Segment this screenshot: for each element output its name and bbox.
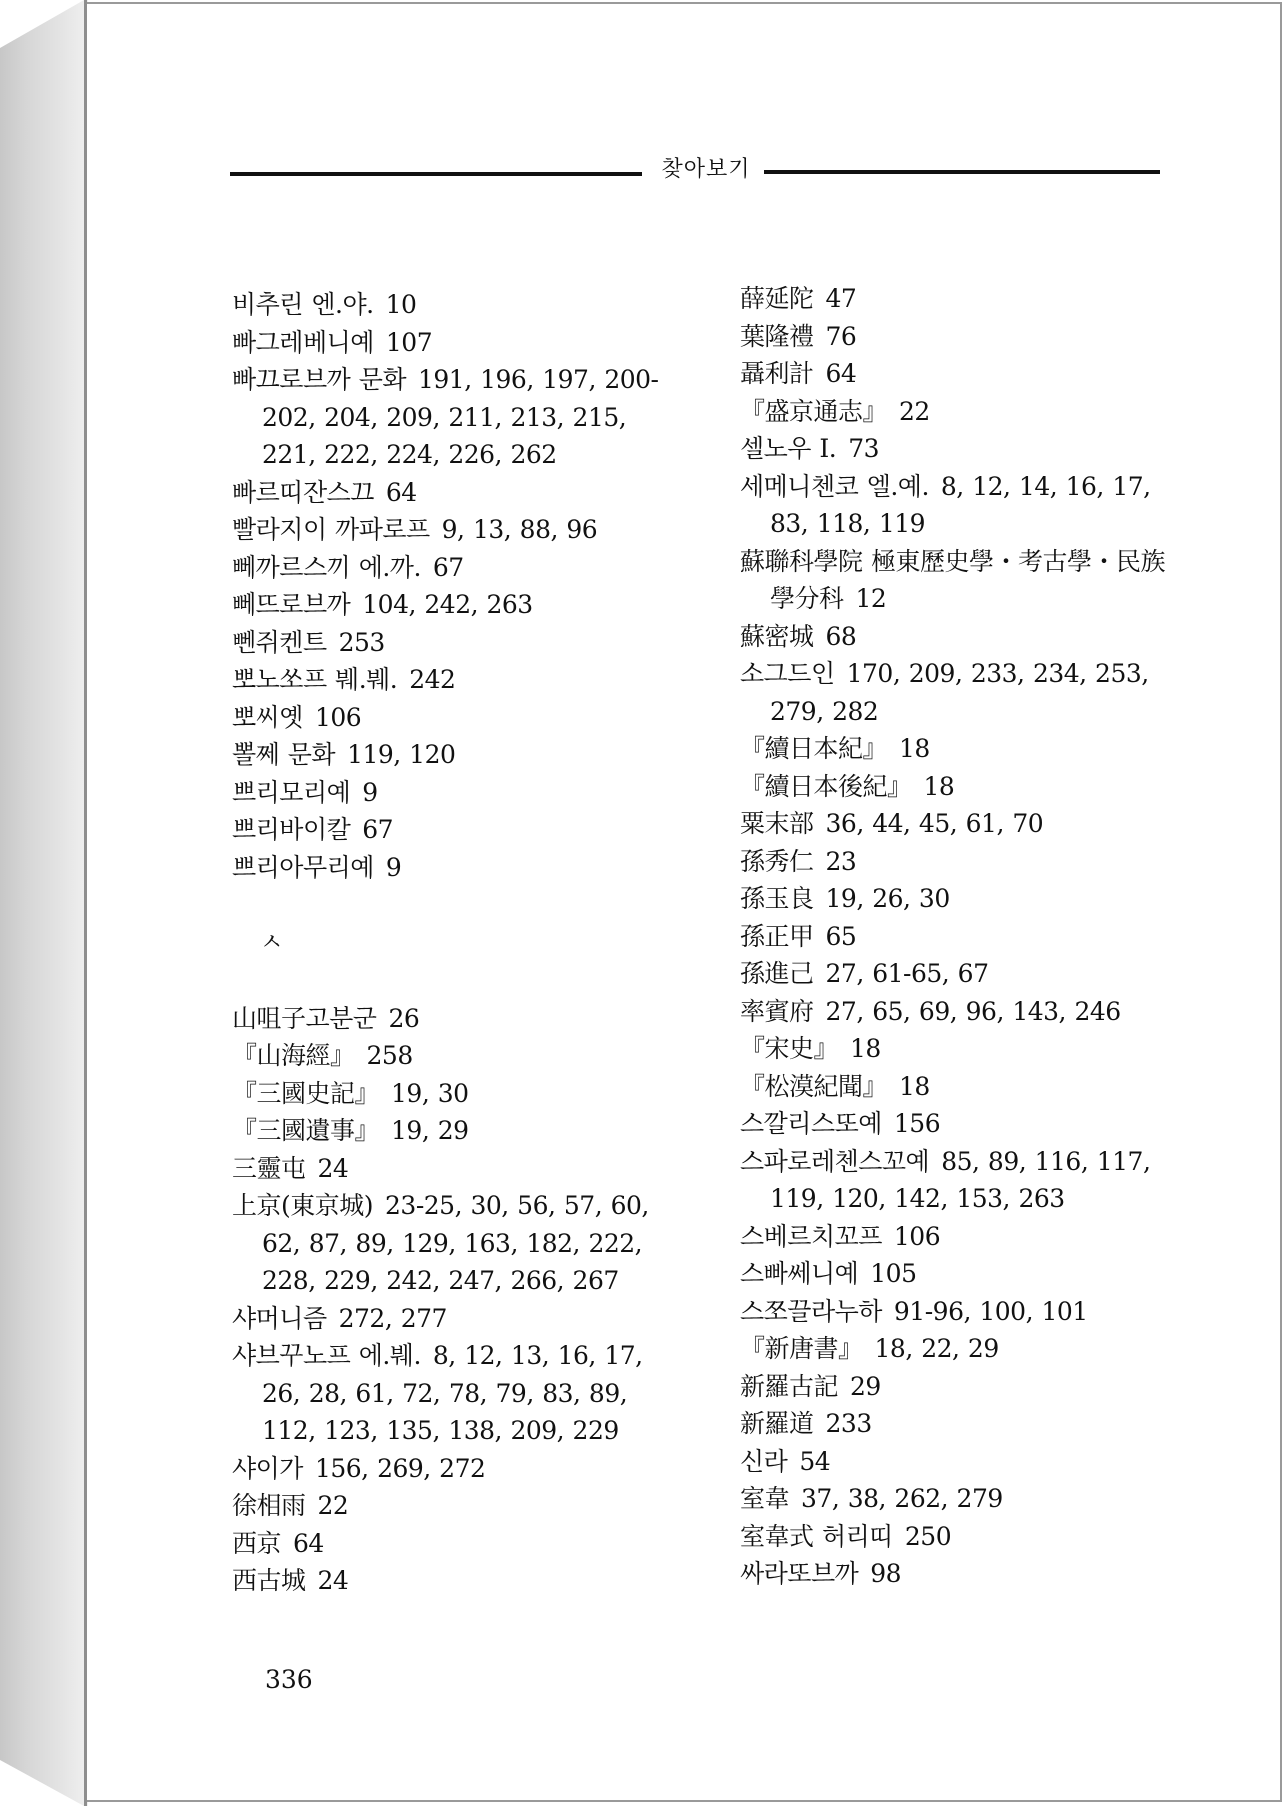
- index-term: 薛延陀: [740, 284, 814, 313]
- index-page-refs: 170, 209, 233, 234, 253, 279, 282: [770, 659, 1149, 726]
- index-entry: [232, 736, 672, 774]
- index-term: 率賓府: [740, 996, 814, 1026]
- index-page-refs: 18: [899, 1071, 930, 1101]
- index-entry: [740, 1405, 1180, 1443]
- index-entry: [740, 1518, 1180, 1556]
- index-term: 『新唐書』: [740, 1334, 863, 1363]
- index-page-refs: 68: [825, 621, 857, 651]
- index-entry: [232, 1562, 672, 1600]
- index-entry: [740, 1480, 1180, 1518]
- index-entry: [232, 586, 672, 624]
- index-entry: [740, 280, 1180, 318]
- index-page-refs: 64: [385, 477, 417, 507]
- index-page-refs: 18, 22, 29: [874, 1334, 999, 1363]
- index-page-refs: 233: [825, 1409, 872, 1438]
- index-page-refs: 91-96, 100, 101: [893, 1296, 1088, 1326]
- index-entry: [232, 849, 672, 887]
- index-term: 소그드인: [740, 659, 835, 688]
- index-term: 세메니첸코 엘.예.: [740, 471, 929, 501]
- index-page-refs: 19, 29: [391, 1116, 469, 1145]
- index-term: 뽀노쏘프 붸.붸.: [232, 665, 398, 694]
- index-entry: [740, 1030, 1180, 1068]
- index-term: 室韋: [740, 1484, 790, 1513]
- index-entry: [232, 1487, 672, 1525]
- index-term: 『宋史』: [740, 1034, 839, 1063]
- index-entry: [740, 1218, 1180, 1256]
- index-term: 빠르띠잔스끄: [232, 477, 374, 507]
- index-page-refs: 104, 242, 263: [362, 590, 533, 619]
- index-entry: [232, 1000, 672, 1038]
- index-term: 蘇聯科學院 極東歷史學・考古學・民族學分科: [740, 546, 1165, 613]
- index-page-refs: 85, 89, 116, 117, 119, 120, 142, 153, 263: [770, 1146, 1151, 1213]
- index-page-refs: 27, 61-65, 67: [825, 959, 989, 988]
- header-rule-right: [764, 170, 1160, 174]
- index-term: 비추린 엔.야.: [232, 290, 374, 319]
- index-page-refs: 36, 44, 45, 61, 70: [825, 809, 1044, 838]
- index-entry: [232, 474, 672, 512]
- index-page-refs: 9, 13, 88, 96: [441, 515, 598, 544]
- index-entry: [232, 1075, 672, 1113]
- index-term: 孫秀仁: [740, 846, 814, 876]
- index-entry: [740, 1068, 1180, 1106]
- index-entry: [740, 430, 1180, 468]
- index-entry: [740, 730, 1180, 768]
- index-term: 뽈쩨 문화: [232, 740, 336, 769]
- index-term: 『三國遺事』: [232, 1116, 380, 1145]
- index-term: 新羅古記: [740, 1371, 839, 1401]
- index-page-refs: 65: [825, 921, 857, 951]
- index-page-refs: 47: [825, 284, 857, 313]
- index-term: 스파로레첸스꼬예: [740, 1146, 930, 1176]
- index-entry: [232, 1112, 672, 1150]
- index-entry: [740, 1368, 1180, 1406]
- index-term: 스깔리스또예: [740, 1109, 882, 1138]
- index-entry: [740, 918, 1180, 956]
- index-term: 孫玉良: [740, 884, 814, 913]
- index-page-refs: 18: [850, 1034, 881, 1063]
- index-page-refs: 23: [825, 846, 857, 876]
- index-term: 싸라또브까: [740, 1559, 859, 1588]
- index-entry: [740, 843, 1180, 881]
- header-rule-left: [230, 172, 642, 176]
- index-entry: [232, 1450, 672, 1488]
- index-term: 蘇密城: [740, 621, 814, 651]
- index-entry: [740, 318, 1180, 356]
- index-term: 『續日本後紀』: [740, 771, 912, 801]
- index-term: 셀노우 I.: [740, 434, 837, 463]
- index-term: 스빠쎄니예: [740, 1259, 859, 1288]
- index-page-refs: 67: [432, 552, 464, 582]
- index-term: 『盛京通志』: [740, 396, 888, 426]
- index-entry: [740, 1555, 1180, 1593]
- index-page-refs: 98: [870, 1559, 902, 1588]
- index-page-refs: 67: [362, 815, 394, 844]
- page-number: 336: [265, 1665, 313, 1694]
- index-page-refs: 9: [385, 852, 402, 882]
- index-entry: [232, 811, 672, 849]
- running-header: [230, 150, 1160, 186]
- index-term: 쁘리아무리예: [232, 852, 374, 882]
- index-term: 新羅道: [740, 1409, 814, 1438]
- index-entry: [232, 661, 672, 699]
- index-entry: [740, 1330, 1180, 1368]
- index-page-refs: 156: [893, 1109, 941, 1138]
- index-page-refs: 106: [314, 702, 362, 732]
- index-page-refs: 24: [317, 1153, 349, 1183]
- index-entry: [232, 1037, 672, 1075]
- index-page-refs: 27, 65, 69, 96, 143, 246: [825, 996, 1121, 1026]
- index-term: 뻬까르스끼 에.까.: [232, 552, 421, 582]
- index-entry: [232, 324, 672, 362]
- index-entry: [232, 361, 672, 474]
- index-entry: [740, 955, 1180, 993]
- index-entry: [232, 624, 672, 662]
- index-page-refs: 19, 30: [391, 1078, 469, 1108]
- index-term: 쁘리모리예: [232, 777, 351, 807]
- index-entry: [232, 511, 672, 549]
- index-page-refs: 9: [362, 777, 378, 807]
- index-group-left-b: [232, 1000, 672, 1600]
- index-entry: [740, 1143, 1180, 1218]
- index-page-refs: 272, 277: [338, 1303, 447, 1333]
- header-title: 찾아보기: [661, 157, 751, 182]
- index-term: 粟末部: [740, 809, 814, 838]
- index-term: 뽀씨옛: [232, 702, 303, 732]
- index-entry: [740, 618, 1180, 656]
- index-entry: [232, 549, 672, 587]
- index-entry: [740, 355, 1180, 393]
- index-entry: [740, 1255, 1180, 1293]
- index-term: 山咀子고분군: [232, 1003, 377, 1033]
- index-page-refs: 37, 38, 262, 279: [801, 1484, 1003, 1513]
- index-page-refs: 191, 196, 197, 200-202, 204, 209, 211, 213, 215, 221, 222, 224, 226, 262: [262, 365, 659, 469]
- index-entry: [740, 468, 1180, 543]
- index-term: 西京: [232, 1528, 282, 1558]
- index-entry: [232, 699, 672, 737]
- index-entry: [740, 1293, 1180, 1331]
- index-term: 『松漠紀聞』: [740, 1071, 888, 1101]
- index-page-refs: 18: [899, 734, 930, 763]
- index-page-refs: 22: [317, 1491, 349, 1520]
- index-page-refs: 105: [870, 1259, 917, 1288]
- index-term: 샤브꾸노프 에.붸.: [232, 1341, 421, 1370]
- book-spine-side: [0, 0, 88, 1806]
- index-entry: [740, 543, 1180, 618]
- index-term: 뻰쥐켄트: [232, 627, 327, 657]
- index-page-refs: 258: [366, 1041, 413, 1070]
- index-term: 徐相雨: [232, 1491, 306, 1520]
- index-page-refs: 19, 26, 30: [825, 884, 950, 913]
- index-term: 聶利計: [740, 359, 814, 388]
- index-term: 뻬뜨로브까: [232, 590, 351, 619]
- index-page-refs: 8, 12, 13, 16, 17, 26, 28, 61, 72, 78, 79, 83, 89, 112, 123, 135, 138, 209, 229: [262, 1341, 643, 1445]
- index-term: 葉隆禮: [740, 321, 814, 351]
- index-term: 孫正甲: [740, 921, 814, 951]
- index-term: 『山海經』: [232, 1041, 355, 1070]
- index-page-refs: 119, 120: [347, 740, 456, 769]
- index-page-refs: 106: [893, 1221, 941, 1251]
- index-term: 『續日本紀』: [740, 734, 888, 763]
- index-entry: [232, 1187, 672, 1300]
- index-entry: [740, 768, 1180, 806]
- index-page-refs: 242: [409, 665, 456, 694]
- index-entry: [232, 1525, 672, 1563]
- index-group-left-a: [232, 286, 672, 886]
- index-entry: [232, 774, 672, 812]
- index-entry: [232, 1337, 672, 1450]
- index-entry: [740, 1105, 1180, 1143]
- index-term: 室韋式 허리띠: [740, 1521, 893, 1551]
- index-term: 샤이가: [232, 1453, 303, 1483]
- index-entry: [232, 286, 672, 324]
- index-term: 신라: [740, 1446, 788, 1476]
- index-page-refs: 156, 269, 272: [314, 1453, 486, 1483]
- index-page-refs: 76: [825, 321, 857, 351]
- section-letter: ㅅ: [260, 928, 283, 956]
- index-page-refs: 24: [317, 1566, 349, 1595]
- index-page-refs: 250: [904, 1521, 952, 1551]
- index-page-refs: 12: [855, 584, 887, 613]
- index-entry: [232, 1300, 672, 1338]
- index-term: 빨라지이 까파로프: [232, 515, 430, 544]
- index-page-refs: 107: [385, 327, 433, 357]
- index-page-refs: 8, 12, 14, 16, 17, 83, 118, 119: [770, 471, 1151, 538]
- index-column-right: [740, 280, 1180, 1593]
- index-page-refs: 73: [848, 434, 880, 463]
- index-term: 孫進己: [740, 959, 814, 988]
- index-term: 三靈屯: [232, 1153, 306, 1183]
- index-page-refs: 10: [385, 290, 417, 319]
- index-page-refs: 26: [388, 1003, 420, 1033]
- index-page-refs: 64: [293, 1528, 324, 1558]
- index-column-left: [232, 286, 672, 1600]
- index-page-refs: 54: [799, 1446, 831, 1476]
- index-entry: [740, 393, 1180, 431]
- index-entry: [740, 1443, 1180, 1481]
- index-page-refs: 64: [825, 359, 857, 388]
- index-page-refs: 23-25, 30, 56, 57, 60, 62, 87, 89, 129, 163, 182, 222, 228, 229, 242, 247, 266, 267: [262, 1191, 649, 1295]
- index-term: 西古城: [232, 1566, 306, 1595]
- index-entry: [740, 880, 1180, 918]
- index-term: 빠끄로브까 문화: [232, 365, 406, 394]
- index-entry: [740, 805, 1180, 843]
- index-term: 스베르치꼬프: [740, 1221, 882, 1251]
- index-page-refs: 29: [850, 1371, 881, 1401]
- index-entry: [740, 993, 1180, 1031]
- index-page-refs: 22: [899, 396, 930, 426]
- index-term: 샤머니즘: [232, 1303, 327, 1333]
- index-term: 『三國史記』: [232, 1078, 380, 1108]
- index-page-refs: 253: [338, 627, 385, 657]
- index-entry: [740, 655, 1180, 730]
- index-group-right: [740, 280, 1180, 1593]
- index-term: 스쪼끌라누하: [740, 1296, 882, 1326]
- index-page-refs: 18: [923, 771, 955, 801]
- index-term: 쁘리바이칼: [232, 815, 351, 844]
- index-term: 빠그레베니예: [232, 327, 374, 357]
- index-term: 上京(東京城): [232, 1191, 374, 1220]
- index-entry: [232, 1150, 672, 1188]
